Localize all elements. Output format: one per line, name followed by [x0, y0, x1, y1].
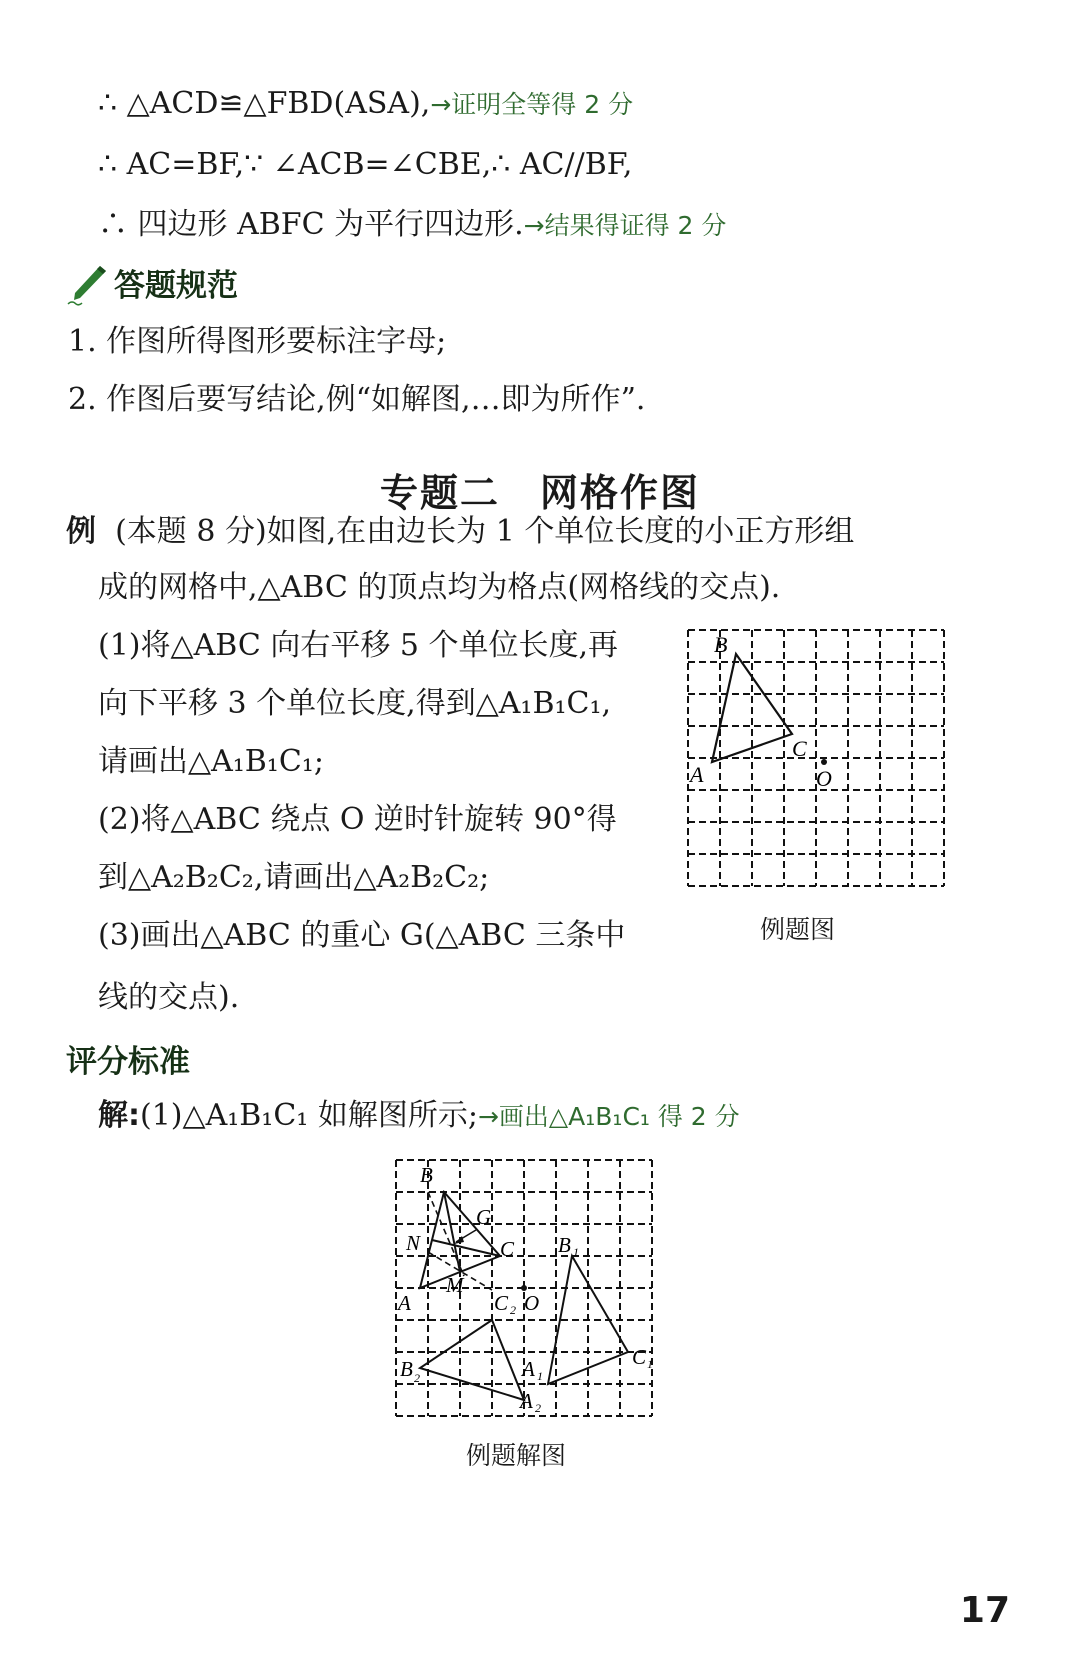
svg-text:A: A	[520, 1389, 533, 1413]
svg-text:B: B	[400, 1357, 413, 1381]
svg-text:N: N	[406, 1231, 421, 1255]
svg-text:C: C	[494, 1291, 509, 1315]
svg-text:2: 2	[414, 1371, 420, 1385]
proof-statement: ∴ 四边形 ABFC 为平行四边形.	[98, 207, 524, 242]
solution-figure-caption: 例题解图	[466, 1441, 567, 1470]
solution-statement: (1)△A₁B₁C₁ 如解图所示;	[140, 1098, 478, 1133]
svg-text:1: 1	[647, 1357, 653, 1371]
score-note: →证明全等得 2 分	[430, 90, 634, 119]
example-intro-2: 成的网格中,△ABC 的顶点均为格点(网格线的交点).	[98, 570, 781, 605]
proof-line-3	[98, 205, 726, 246]
triangle-a2b2c2	[420, 1320, 524, 1400]
svg-text:2: 2	[510, 1303, 516, 1317]
question-1-line-3: 请画出△A₁B₁C₁;	[98, 744, 324, 779]
proof-line-1	[98, 84, 633, 125]
svg-text:A: A	[690, 762, 704, 787]
proof-statement: ∴ AC=BF,∵ ∠ACB=∠CBE,∴ AC//BF,	[98, 147, 633, 182]
proof-statement: ∴ △ACD≌△FBD(ASA),	[98, 86, 431, 121]
svg-text:A: A	[398, 1291, 411, 1315]
score-note: →画出△A₁B₁C₁ 得 2 分	[477, 1102, 740, 1131]
norm-item-1: 1. 作图所得图形要标注字母;	[68, 324, 447, 359]
question-2-line-1: (2)将△ABC 绕点 O 逆时针旋转 90°得	[98, 802, 617, 837]
svg-text:M: M	[446, 1273, 464, 1297]
svg-text:1: 1	[537, 1369, 543, 1383]
solution-line-1	[98, 1096, 740, 1137]
svg-text:1: 1	[573, 1245, 579, 1259]
page-number: 17	[959, 1590, 1010, 1631]
example-intro-1: 例 (本题 8 分)如图,在由边长为 1 个单位长度的小正方形组	[66, 514, 855, 549]
norm-item-2: 2. 作图后要写结论,例“如解图,…即为所作”.	[68, 382, 646, 417]
question-1-line-2: 向下平移 3 个单位长度,得到△A₁B₁C₁,	[98, 686, 612, 721]
svg-text:C: C	[792, 736, 807, 761]
score-note: →结果得证得 2 分	[523, 211, 727, 240]
pencil-icon	[66, 262, 112, 306]
solution-figure	[388, 1152, 668, 1436]
proof-line-2	[98, 145, 632, 185]
example-label: 例	[66, 514, 96, 549]
point-o	[821, 759, 827, 765]
scoring-title: 评分标准	[66, 1044, 190, 1080]
svg-text:C: C	[632, 1345, 647, 1369]
topic-title: 专题二 网格作图	[379, 471, 700, 515]
question-3-line-2: 线的交点).	[98, 980, 240, 1015]
svg-text:B: B	[558, 1233, 571, 1257]
svg-text:B: B	[420, 1163, 433, 1187]
answer-norms-title: 答题规范	[114, 268, 238, 304]
svg-text:G: G	[476, 1205, 492, 1229]
question-3-line-1: (3)画出△ABC 的重心 G(△ABC 三条中	[98, 918, 626, 953]
median-cn	[432, 1240, 500, 1256]
svg-text:O: O	[816, 766, 832, 791]
svg-text:O: O	[524, 1291, 540, 1315]
svg-text:2: 2	[535, 1401, 541, 1415]
example-figure-caption: 例题图	[760, 915, 836, 944]
question-2-line-2: 到△A₂B₂C₂,请画出△A₂B₂C₂;	[98, 860, 490, 895]
svg-text:A: A	[522, 1357, 535, 1381]
question-1-line-1: (1)将△ABC 向右平移 5 个单位长度,再	[98, 628, 619, 663]
example-figure	[680, 622, 960, 906]
svg-text:C: C	[500, 1237, 515, 1261]
svg-text:B: B	[714, 632, 728, 657]
solution-prefix: 解:	[98, 1098, 140, 1133]
